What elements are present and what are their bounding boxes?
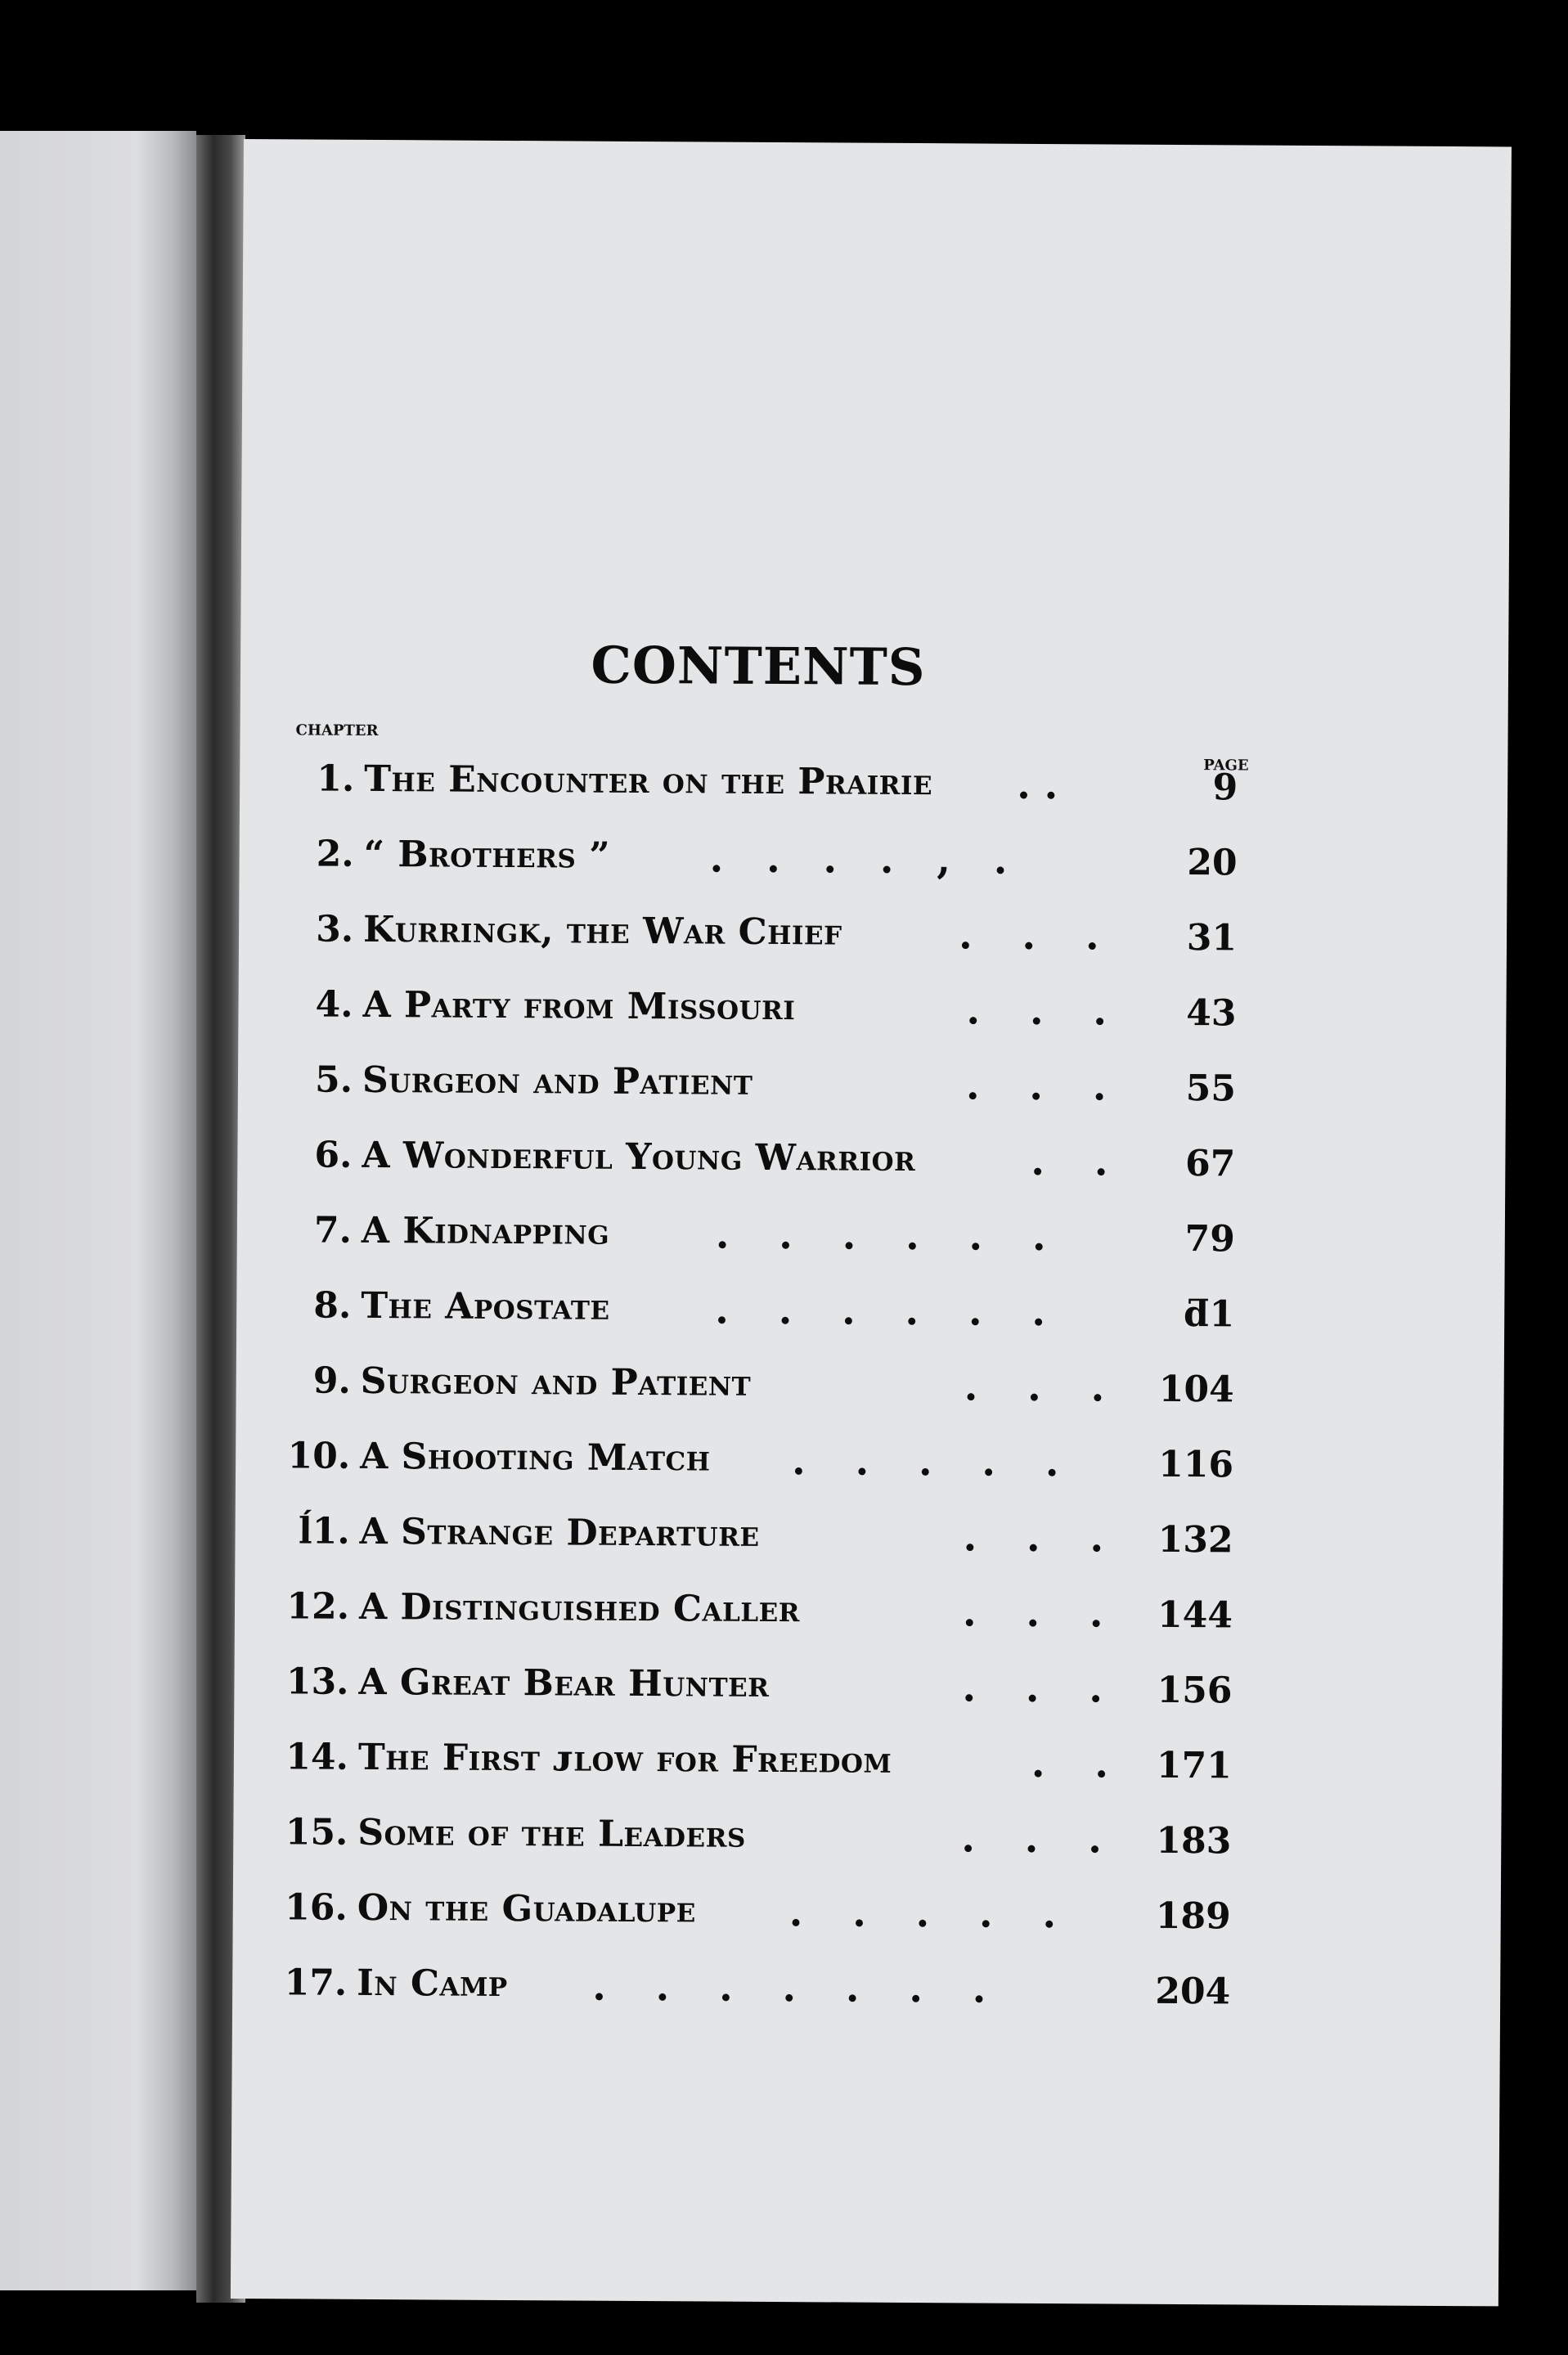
dot-leader: . . — [1017, 762, 1058, 809]
chapter-number: 17. — [284, 1962, 348, 2004]
toc-entry-7 — [270, 1209, 1235, 1280]
page-number: 20 — [1187, 842, 1238, 884]
page-number: 9 — [1212, 766, 1238, 809]
page-number: 43 — [1186, 992, 1237, 1035]
chapter-title: Some of the Leaders — [357, 1811, 746, 1856]
chapter-title: Surgeon and Patient — [362, 1058, 753, 1103]
chapter-number: 12. — [286, 1585, 350, 1628]
chapter-number: 16. — [285, 1886, 348, 1929]
dot-leader: . . . . . . . — [592, 1963, 1004, 2012]
dot-leader: . . . . . — [791, 1438, 1077, 1486]
chapter-number: 7. — [313, 1209, 353, 1252]
toc-entry-5 — [271, 1058, 1236, 1130]
page-number: 156 — [1157, 1669, 1233, 1712]
chapter-number: 9. — [312, 1360, 351, 1402]
dot-leader: . . . — [966, 987, 1125, 1035]
chapter-title: The First ᴊlow for Freedom — [357, 1736, 892, 1782]
toc-entry-14 — [267, 1736, 1232, 1807]
page-number: 144 — [1157, 1593, 1233, 1637]
page-number: 132 — [1157, 1518, 1233, 1562]
page-number: 116 — [1158, 1443, 1234, 1486]
toc-entry-15 — [266, 1811, 1231, 1882]
dot-leader: . . — [1031, 1740, 1127, 1787]
page-number: ƌ1 — [1184, 1293, 1235, 1336]
toc-entry-17 — [265, 1962, 1230, 2033]
page-number: 67 — [1184, 1143, 1236, 1185]
chapter-number: 13. — [285, 1661, 349, 1703]
page-title: CONTENTS — [591, 635, 926, 698]
chapter-number: 2. — [316, 833, 354, 875]
chapter-title: In Camp — [357, 1962, 508, 2006]
chapter-title: A Party from Missouri — [362, 983, 796, 1029]
chapter-title: The Apostate — [361, 1284, 610, 1328]
dot-leader: . . — [1031, 1138, 1126, 1185]
chapter-title: Surgeon and Patient — [360, 1360, 752, 1404]
table-of-contents — [231, 139, 1512, 2306]
chapter-number: 5. — [314, 1058, 353, 1101]
chapter-title: A Shooting Match — [360, 1435, 711, 1480]
contents-page — [231, 139, 1512, 2306]
dot-leader: . . . — [958, 912, 1117, 960]
chapter-title: A Kidnapping — [361, 1209, 610, 1253]
page-number: 55 — [1185, 1067, 1237, 1110]
toc-entry-3 — [272, 908, 1237, 979]
toc-entry-12 — [267, 1585, 1233, 1656]
chapter-title: On the Guadalupe — [357, 1886, 696, 1931]
dot-leader: . . . — [963, 1514, 1122, 1562]
chapter-title: The Encounter on the Prairie — [364, 757, 933, 804]
page-number: 171 — [1156, 1744, 1233, 1787]
page-number: 31 — [1186, 917, 1238, 960]
toc-entry-4 — [271, 983, 1236, 1054]
dot-leader: . . . — [962, 1589, 1121, 1637]
chapter-number: 8. — [313, 1284, 352, 1327]
chapter-number: 15. — [285, 1811, 348, 1854]
chapter-number: 10. — [287, 1435, 351, 1477]
chapter-title: A Wonderful Young Warrior — [362, 1134, 916, 1180]
chapter-title: A Strange Departure — [359, 1510, 760, 1555]
dot-leader: . . . . . . — [715, 1211, 1064, 1261]
left-facing-page — [0, 131, 196, 2290]
toc-entry-1 — [272, 757, 1238, 829]
dot-leader: . . . . , . — [709, 835, 1022, 883]
page-number: 189 — [1155, 1894, 1231, 1938]
page-number: 204 — [1155, 1970, 1231, 2013]
page-number: 79 — [1184, 1218, 1235, 1261]
toc-entry-11 — [267, 1510, 1233, 1581]
dot-leader: . . . — [965, 1063, 1125, 1110]
chapter-title: A Distinguished Caller — [358, 1585, 801, 1631]
toc-entry-16 — [265, 1886, 1230, 1957]
dot-leader: . . . — [964, 1364, 1123, 1411]
dot-leader: . . . . . . — [715, 1287, 1064, 1336]
chapter-number: 6. — [314, 1134, 353, 1176]
toc-entry-13 — [267, 1661, 1232, 1732]
toc-entry-8 — [269, 1284, 1234, 1355]
chapter-number: 4. — [315, 983, 353, 1026]
toc-entry-9 — [268, 1360, 1233, 1431]
chapter-title: “ Brothers ” — [363, 833, 611, 877]
chapter-number: 1. — [317, 757, 355, 800]
chapter-number: ĺ1. — [298, 1510, 350, 1553]
chapter-number: 3. — [316, 908, 354, 951]
chapter-number: 14. — [285, 1736, 349, 1778]
toc-entry-2 — [272, 833, 1237, 904]
chapter-column-label: CHAPTER — [295, 721, 379, 740]
page-number: 104 — [1158, 1368, 1234, 1411]
page-number: 183 — [1156, 1819, 1232, 1863]
dot-leader: . . . — [962, 1665, 1121, 1712]
chapter-title: Kurringk, the War Chief — [362, 908, 842, 954]
toc-entry-10 — [268, 1435, 1233, 1506]
toc-entry-6 — [270, 1134, 1235, 1205]
page-column-label: PAGE — [1203, 757, 1249, 775]
dot-leader: . . . . . — [788, 1890, 1075, 1938]
chapter-title: A Great Bear Hunter — [358, 1661, 770, 1706]
dot-leader: . . . — [961, 1815, 1121, 1863]
